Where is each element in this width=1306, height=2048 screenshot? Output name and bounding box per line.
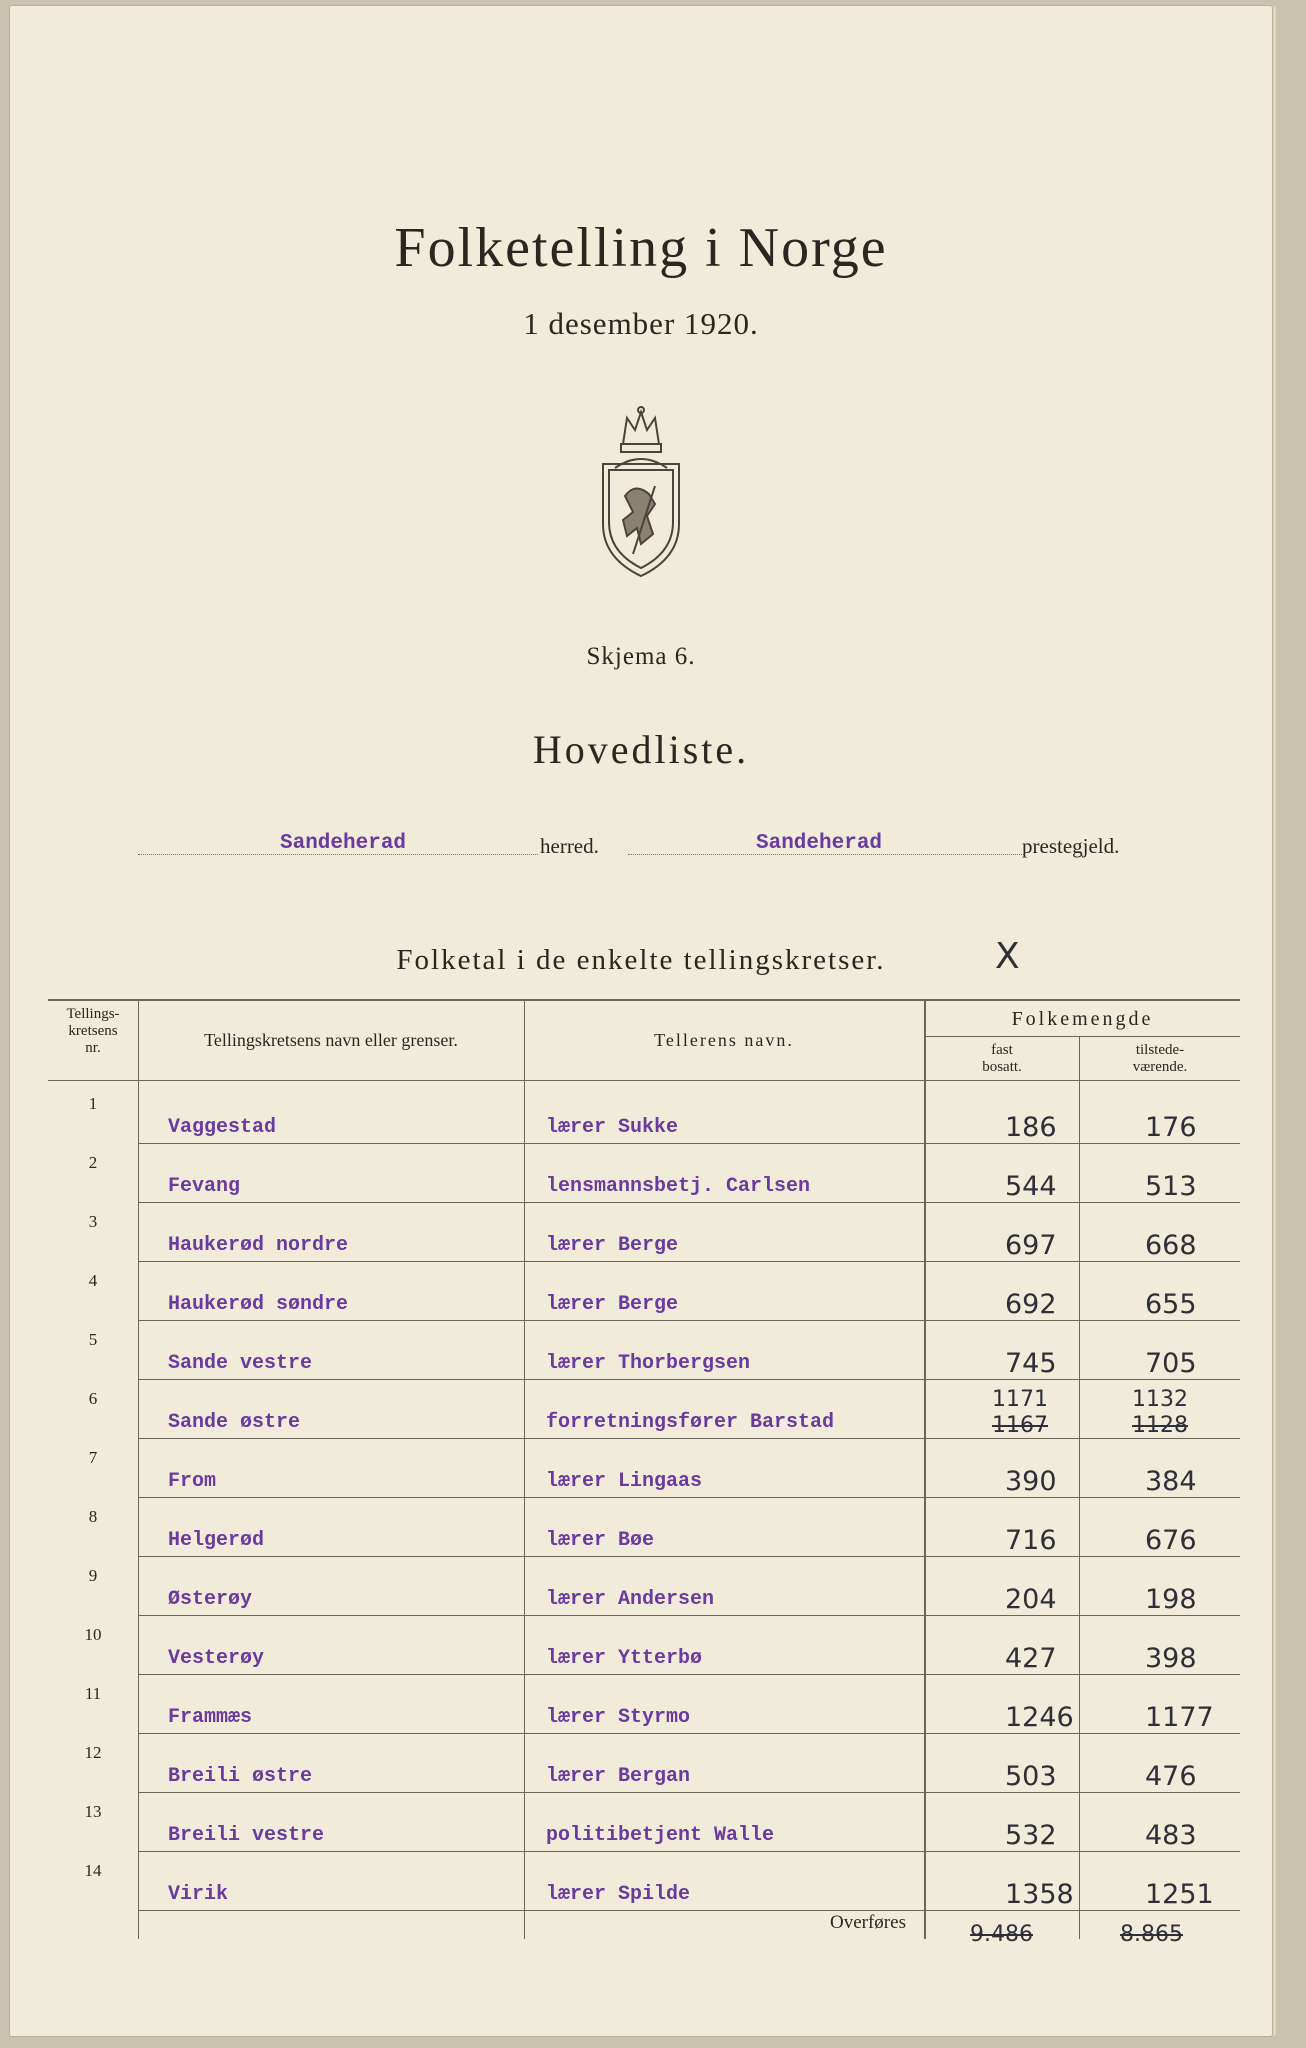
fast-bosatt-value: 532 — [1005, 1820, 1057, 1851]
fast-bosatt-value: 390 — [1005, 1466, 1057, 1497]
counter-name: lærer Ytterbø — [546, 1647, 703, 1670]
counter-name: lærer Spilde — [546, 1883, 691, 1906]
herred-label: herred. — [540, 834, 599, 858]
col-header-folkemengde: Folkemengde — [1011, 1008, 1154, 1030]
row-divider — [138, 1438, 1240, 1439]
tilstede-value: 705 — [1145, 1348, 1197, 1379]
total-fast: 9.486 — [970, 1922, 1033, 1947]
row-divider — [138, 1379, 1240, 1380]
tilstede-value: 483 — [1145, 1820, 1197, 1851]
row-divider — [138, 1261, 1240, 1262]
col-header-tilstede: tilstede- værende. — [1132, 1042, 1188, 1075]
krets-name: Haukerød nordre — [168, 1234, 349, 1257]
col-header-fast: fast bosatt. — [982, 1042, 1022, 1075]
row-divider — [138, 1556, 1240, 1557]
fast-bosatt-value: 204 — [1005, 1584, 1057, 1615]
fast-bosatt-value: 692 — [1005, 1289, 1057, 1320]
krets-name: Haukerød søndre — [168, 1293, 349, 1316]
row-divider — [138, 1497, 1240, 1498]
fast-bosatt-struck: 1167 — [992, 1413, 1048, 1438]
row-number: 12 — [84, 1743, 102, 1762]
counter-name: lensmannsbetj. Carlsen — [546, 1175, 811, 1198]
row-divider — [138, 1733, 1240, 1734]
prestegjeld-label: prestegjeld. — [1022, 834, 1120, 858]
fast-bosatt-value: 544 — [1005, 1171, 1057, 1202]
krets-name: Vesterøy — [168, 1647, 265, 1670]
counter-name: politibetjent Walle — [546, 1824, 775, 1847]
krets-name: Sande vestre — [168, 1352, 313, 1375]
krets-name: Østerøy — [168, 1588, 253, 1611]
row-number: 11 — [84, 1684, 102, 1703]
krets-name: Vaggestad — [168, 1116, 277, 1139]
krets-name: Helgerød — [168, 1529, 265, 1552]
fast-bosatt-value: 503 — [1005, 1761, 1057, 1792]
row-number: 10 — [84, 1625, 102, 1644]
tilstede-corrected: 1132 — [1132, 1387, 1188, 1412]
list-title: Hovedliste. — [532, 727, 750, 772]
tilstede-value: 384 — [1145, 1466, 1197, 1497]
col-header-nr: Tellings- kretsens nr. — [66, 1006, 120, 1056]
section-check-mark: X — [995, 936, 1020, 977]
row-number: 13 — [84, 1802, 102, 1821]
counter-name: lærer Sukke — [546, 1116, 679, 1139]
counter-name: lærer Berge — [546, 1293, 679, 1316]
tilstede-value: 676 — [1145, 1525, 1197, 1556]
census-form-sheet — [10, 6, 1272, 2036]
krets-name: Sande østre — [168, 1411, 301, 1434]
total-tilstede: 8.865 — [1120, 1922, 1183, 1947]
row-divider — [138, 1615, 1240, 1616]
prestegjeld-value: Sandeherad — [756, 832, 883, 855]
fast-bosatt-corrected: 1171 — [992, 1387, 1048, 1412]
krets-name: From — [168, 1470, 217, 1493]
counter-name: lærer Andersen — [546, 1588, 715, 1611]
coat-of-arms-icon — [593, 404, 689, 580]
fast-bosatt-value: 716 — [1005, 1525, 1057, 1556]
herred-value: Sandeherad — [280, 832, 407, 855]
row-number: 14 — [84, 1861, 102, 1880]
row-number: 4 — [88, 1271, 98, 1290]
form-title: Folketelling i Norge — [394, 217, 888, 279]
row-divider — [138, 1792, 1240, 1793]
krets-name: Fevang — [168, 1175, 241, 1198]
counter-name: lærer Bøe — [546, 1529, 655, 1552]
krets-name: Virik — [168, 1883, 229, 1906]
tilstede-value: 1177 — [1145, 1702, 1214, 1733]
fast-bosatt-value: 186 — [1005, 1112, 1057, 1143]
form-number: Skjema 6. — [586, 643, 696, 670]
row-number: 2 — [88, 1153, 98, 1172]
tilstede-value: 198 — [1145, 1584, 1197, 1615]
row-divider — [138, 1320, 1240, 1321]
row-divider — [138, 1851, 1240, 1852]
row-divider — [138, 1202, 1240, 1203]
tilstede-value: 513 — [1145, 1171, 1197, 1202]
counter-name: lærer Lingaas — [546, 1470, 703, 1493]
counter-name: lærer Bergan — [546, 1765, 691, 1788]
counter-name: lærer Styrmo — [546, 1706, 691, 1729]
counter-name: lærer Thorbergsen — [546, 1352, 751, 1375]
fast-bosatt-value: 427 — [1005, 1643, 1057, 1674]
tilstede-value: 655 — [1145, 1289, 1197, 1320]
row-number: 7 — [88, 1448, 98, 1467]
overfores-label: Overføres — [830, 1912, 906, 1933]
tilstede-value: 476 — [1145, 1761, 1197, 1792]
tilstede-value: 1251 — [1145, 1879, 1214, 1910]
row-number: 3 — [88, 1212, 98, 1231]
col-header-counter: Tellerens navn. — [654, 1030, 794, 1050]
fast-bosatt-value: 745 — [1005, 1348, 1057, 1379]
tilstede-value: 176 — [1145, 1112, 1197, 1143]
fast-bosatt-value: 697 — [1005, 1230, 1057, 1261]
col-header-name: Tellingskretsens navn eller grenser. — [204, 1030, 458, 1050]
row-number: 6 — [88, 1389, 98, 1408]
tilstede-value: 668 — [1145, 1230, 1197, 1261]
krets-name: Frammæs — [168, 1706, 253, 1729]
fast-bosatt-value: 1246 — [1005, 1702, 1074, 1733]
row-divider — [138, 1143, 1240, 1144]
krets-name: Breili vestre — [168, 1824, 325, 1847]
row-number: 5 — [88, 1330, 98, 1349]
row-number: 1 — [88, 1094, 98, 1113]
row-number: 9 — [88, 1566, 98, 1585]
krets-name: Breili østre — [168, 1765, 313, 1788]
row-divider — [138, 1674, 1240, 1675]
census-date: 1 desember 1920. — [523, 306, 759, 341]
tilstede-struck: 1128 — [1132, 1413, 1188, 1438]
row-divider — [138, 1910, 1240, 1911]
counter-name: lærer Berge — [546, 1234, 679, 1257]
tilstede-value: 398 — [1145, 1643, 1197, 1674]
counter-name: forretningsfører Barstad — [546, 1411, 835, 1434]
row-number: 8 — [88, 1507, 98, 1526]
fast-bosatt-value: 1358 — [1005, 1879, 1074, 1910]
section-title: Folketal i de enkelte tellingskretser. — [396, 944, 886, 976]
